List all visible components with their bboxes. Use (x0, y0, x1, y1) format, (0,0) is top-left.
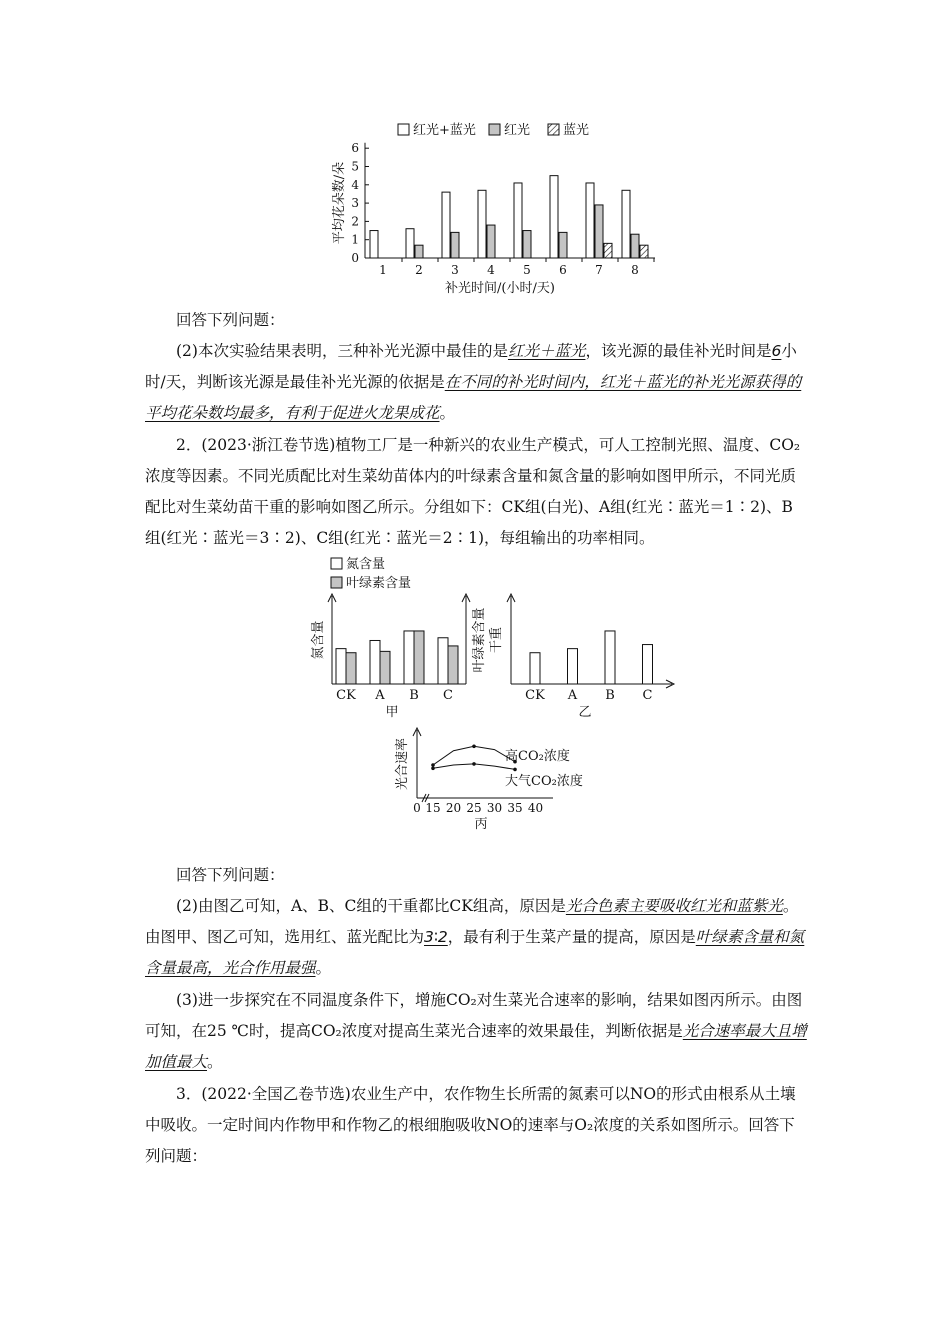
jia-cat-label: B (409, 688, 419, 703)
answer-reason: 在不同的补光时间内，红光＋蓝光的补光光源获得的平均花朵数均最多，有利于促进火龙果成花 (145, 373, 802, 422)
jia-cat-label: C (443, 688, 453, 703)
yi-bar-3 (643, 645, 653, 684)
jia-bar-1-2 (414, 631, 424, 684)
answer-best-hours: 6 (771, 342, 782, 360)
bing-point-0-2 (472, 745, 476, 749)
jia-bar-0-3 (438, 638, 448, 684)
legend-nitrogen-label: 氮含量 (346, 557, 386, 572)
legend-label-1: 红光 (504, 123, 531, 138)
yi-cat-label: C (642, 688, 653, 703)
legend-swatch-2 (548, 124, 559, 135)
bing-x-tick-label: 30 (486, 801, 503, 815)
x-tick-label: 8 (631, 263, 639, 277)
y-tick-label: 3 (351, 196, 359, 211)
bar-1-2 (451, 232, 459, 258)
legend-label-2: 蓝光 (563, 123, 590, 138)
question-2-part-1: (2)本次实验结果表明，三种补光光源中最佳的是红光＋蓝光，该光源的最佳补光时间是6小时/天，判断该光源是最佳补光光源的依据是在不同的补光时间内，红光＋蓝光的补光光源获得的平均花朵数均最多，有利于促进火龙果成花。 (145, 342, 802, 422)
y-tick-label: 5 (351, 159, 359, 174)
bar-0-1 (406, 229, 414, 258)
yi-cat-label: A (567, 688, 578, 703)
x-tick-label: 5 (523, 263, 531, 277)
bar-0-5 (550, 176, 558, 258)
answer-ratio: 3∶2 (424, 928, 448, 946)
bing-y-label: 光合速率 (395, 737, 410, 791)
bar-0-7 (622, 190, 630, 258)
jia-left-label: 氮含量 (311, 620, 326, 660)
jia-bar-1-1 (380, 651, 390, 684)
jia-bar-1-0 (346, 653, 356, 684)
jia-caption: 甲 (385, 705, 399, 720)
bing-point-1-2 (472, 762, 476, 766)
x-tick-label: 4 (487, 263, 495, 277)
legend-label-0: 红光+蓝光 (413, 123, 476, 138)
bing-point-0-0 (431, 763, 435, 767)
bar-1-3 (487, 225, 495, 258)
bar-1-4 (523, 231, 531, 258)
legend-swatch-0 (398, 124, 409, 135)
bar-1-6 (595, 205, 603, 258)
bing-label-high: 高CO₂浓度 (505, 749, 570, 764)
yi-cat-label: B (605, 688, 615, 703)
x-tick-label: 2 (415, 263, 423, 277)
y-tick-label: 0 (351, 251, 359, 265)
bar-2-6 (604, 243, 612, 258)
y-tick-label: 1 (351, 232, 359, 247)
answer-best-light: 红光＋蓝光 (507, 342, 586, 360)
jia-cat-label: A (375, 688, 385, 703)
bing-x-tick-label: 0 (413, 801, 421, 815)
bing-x-tick-label: 40 (527, 801, 544, 815)
yi-bar-1 (568, 649, 578, 684)
bing-point-1-4 (513, 768, 517, 772)
bar-0-2 (442, 192, 450, 258)
y-tick-label: 2 (351, 214, 359, 229)
bar-0-6 (586, 183, 594, 258)
lettuce-figures (0, 550, 950, 850)
bing-label-air: 大气CO₂浓度 (505, 774, 583, 789)
legend-swatch-1 (489, 124, 500, 135)
legend-nitrogen-swatch (331, 558, 342, 569)
jia-bar-0-2 (404, 631, 414, 684)
bar-1-5 (559, 232, 567, 258)
legend-chlorophyll-label: 叶绿素含量 (346, 576, 412, 591)
y-tick-label: 4 (351, 177, 359, 192)
yi-bar-2 (605, 631, 615, 684)
answer-prompt-1: 回答下列问题： (176, 311, 285, 329)
x-axis-label: 补光时间/(小时/天) (445, 281, 555, 296)
question-2-intro: 2．(2023·浙江卷节选)植物工厂是一种新兴的农业生产模式，可人工控制光照、温度、CO₂浓度等因素。不同光质配比对生菜幼苗体内的叶绿素含量和氮含量的影响如图甲所示，不同光质配比对生菜幼苗干重的影响如图乙所示。分组如下：CK组(白光)、A组(红光∶蓝光＝1∶2)、B组(红光∶蓝光＝3∶2)、C组(红光∶蓝光＝2∶1)，每组输出的功率相同。 (145, 436, 801, 547)
bar-1-1 (415, 245, 423, 258)
bar-0-4 (514, 183, 522, 258)
bar-1-7 (631, 234, 639, 258)
yi-caption: 乙 (578, 705, 592, 720)
legend-chlorophyll-swatch (331, 577, 342, 588)
answer-rate: 光合速率最大且增加值最大 (145, 1022, 807, 1071)
bar-0-0 (370, 231, 378, 258)
bing-point-1-0 (431, 767, 435, 771)
answer-pigment: 光合色素主要吸收红光和蓝紫光 (565, 897, 783, 915)
yi-bar-0 (530, 653, 540, 684)
bing-x-tick-label: 35 (507, 801, 523, 815)
jia-bar-0-1 (370, 640, 380, 684)
jia-bar-1-3 (448, 646, 458, 684)
bar-0-3 (478, 190, 486, 258)
x-tick-label: 3 (451, 263, 459, 277)
bing-x-tick-label: 15 (425, 801, 441, 815)
question-3-intro: 3．(2022·全国乙卷节选)农业生产中，农作物生长所需的氮素可以NO的形式由根系从土壤中吸收。一定时间内作物甲和作物乙的根细胞吸收NO的速率与O₂浓度的关系如图所示。回答下列问题： (145, 1085, 796, 1165)
jia-bar-0-0 (336, 649, 346, 684)
question-2-3: (3)进一步探究在不同温度条件下，增施CO₂对生菜光合速率的影响，结果如图丙所示。由图可知，在25 ℃时，提高CO₂浓度对提高生菜光合速率的效果最佳，判断依据是光合速率最大且增加值最大。 (145, 991, 807, 1071)
answer-chlorophyll: 叶绿素含量和氮含量最高，光合作用最强 (145, 928, 805, 977)
bing-x-tick-label: 20 (445, 801, 462, 815)
question-2-2: (2)由图乙可知，A、B、C组的干重都比CK组高，原因是光合色素主要吸收红光和蓝紫光。由图甲、图乙可知，选用红、蓝光配比为3∶2，最有利于生菜产量的提高，原因是叶绿素含量和氮含量最高，光合作用最强。 (145, 897, 805, 977)
jia-right-label: 叶绿素含量 (472, 607, 487, 673)
bing-caption: 丙 (474, 817, 488, 832)
bar-2-7 (640, 245, 648, 258)
answer-prompt-2: 回答下列问题： (176, 866, 285, 884)
y-tick-label: 6 (351, 141, 359, 156)
yi-y-label: 干重 (489, 626, 504, 654)
bing-x-tick-label: 25 (466, 801, 482, 815)
x-tick-label: 7 (595, 263, 603, 277)
yi-cat-label: CK (525, 688, 545, 703)
x-tick-label: 6 (559, 263, 567, 277)
y-axis-label: 平均花朵数/朵 (332, 161, 347, 245)
x-tick-label: 1 (379, 263, 387, 277)
jia-cat-label: CK (336, 688, 356, 703)
